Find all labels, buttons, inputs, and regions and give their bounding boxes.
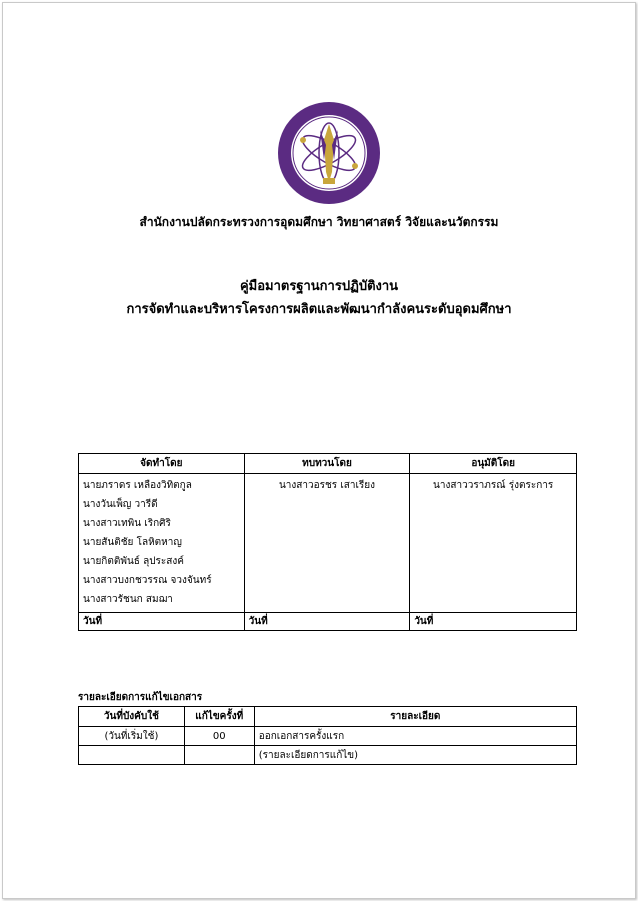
header-effective-date: วันที่บังคับใช้ bbox=[79, 707, 185, 727]
approver-name: นางสาววราภรณ์ รุ่งตระการ bbox=[410, 474, 577, 613]
header-detail: รายละเอียด bbox=[254, 707, 576, 727]
preparer-name: นายสันติชัย โลหิตหาญ bbox=[83, 537, 182, 548]
preparer-name: นายภราดร เหลืองวิทิตกูล bbox=[83, 480, 192, 491]
table-row bbox=[79, 746, 577, 765]
ministry-emblem-icon bbox=[276, 100, 382, 206]
signature-table bbox=[78, 453, 577, 631]
header-revision-no: แก้ไขครั้งที่ bbox=[184, 707, 254, 727]
revision-section-title: รายละเอียดการแก้ไขเอกสาร bbox=[78, 692, 203, 703]
prepared-date-label: วันที่ bbox=[79, 613, 245, 631]
effective-date bbox=[79, 746, 185, 765]
document-title: คู่มือมาตรฐานการปฏิบัติงาน bbox=[239, 279, 399, 294]
organization-name: สำนักงานปลัดกระทรวงการอุดมศึกษา วิทยาศาสตร์ วิจัยและนวัตกรรม bbox=[139, 215, 499, 229]
revision-no bbox=[184, 746, 254, 765]
prepared-by-list bbox=[79, 474, 245, 613]
revision-no: 00 bbox=[184, 727, 254, 746]
header-prepared-by: จัดทำโดย bbox=[79, 454, 245, 474]
reviewed-date-label: วันที่ bbox=[244, 613, 410, 631]
preparer-name: นางสาวเทพิน เริกศิริ bbox=[83, 518, 171, 529]
table-row bbox=[79, 727, 577, 746]
preparer-name: นายกิตติพันธ์ ลุประสงค์ bbox=[83, 556, 184, 567]
reviewer-name: นางสาวอรชร เสาเรียง bbox=[244, 474, 410, 613]
revision-detail: (รายละเอียดการแก้ไข) bbox=[254, 746, 576, 765]
approved-date-label: วันที่ bbox=[410, 613, 577, 631]
preparer-name: นางสาวรัชนก สมฌา bbox=[83, 594, 173, 605]
revision-detail: ออกเอกสารครั้งแรก bbox=[254, 727, 576, 746]
preparer-name: นางวันเพ็ญ วารีดี bbox=[83, 499, 158, 510]
header-reviewed-by: ทบทวนโดย bbox=[244, 454, 410, 474]
effective-date: (วันที่เริ่มใช้) bbox=[79, 727, 185, 746]
preparer-name: นางสาวบงกชวรรณ จวงจันทร์ bbox=[83, 575, 212, 586]
revision-table bbox=[78, 706, 577, 765]
header-approved-by: อนุมัติโดย bbox=[410, 454, 577, 474]
document-subtitle: การจัดทำและบริหารโครงการผลิตและพัฒนากำลังคนระดับอุดมศึกษา bbox=[126, 302, 512, 317]
